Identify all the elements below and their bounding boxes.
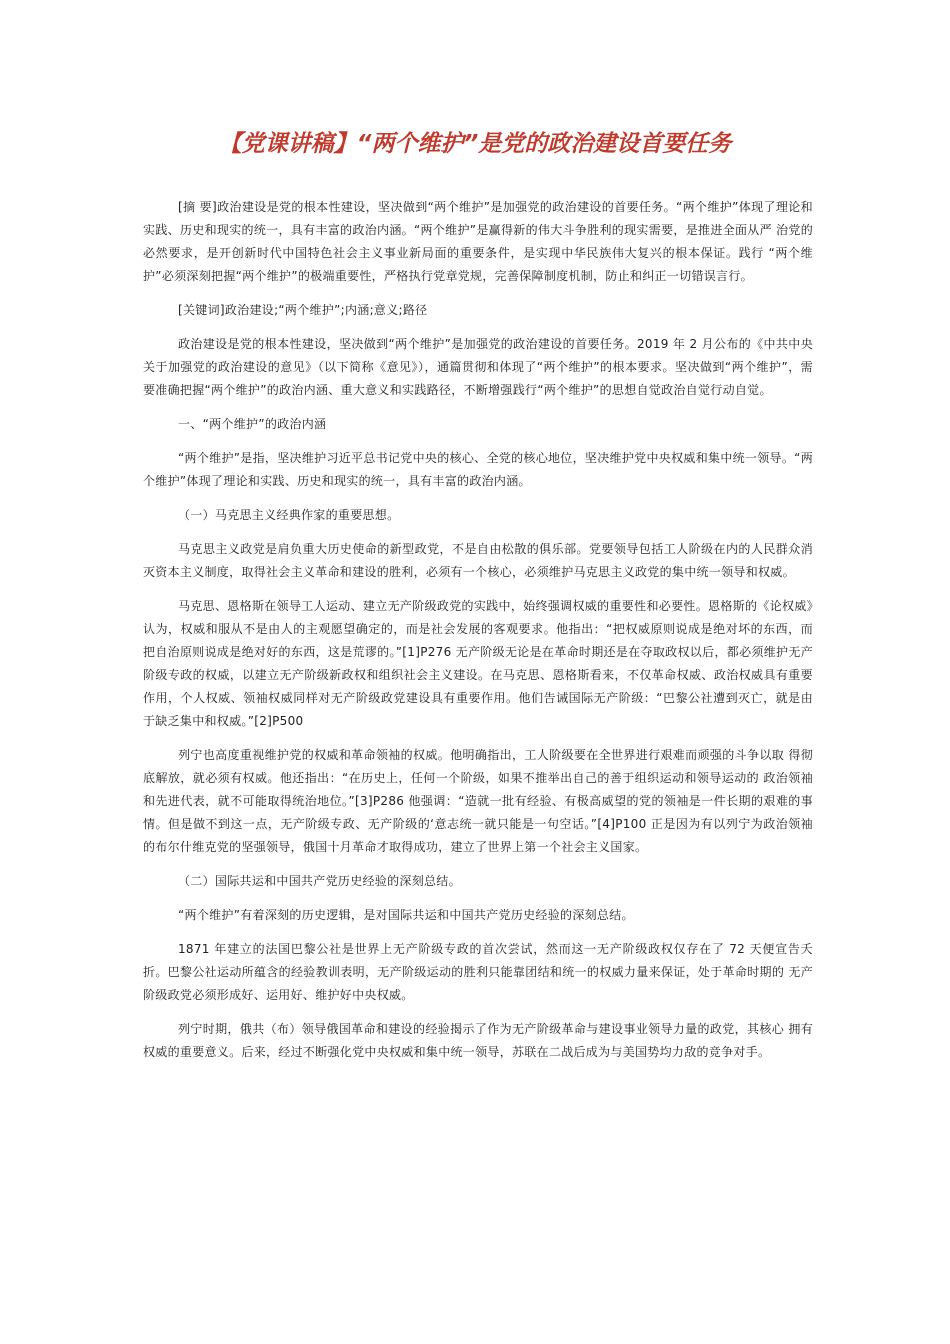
body-paragraph: 列宁时期，俄共（布）领导俄国革命和建设的经验揭示了作为无产阶级革命与建设事业领导力量的政党，其核心 拥有权威的重要意义。后来，经过不断强化党中央权威和集中统一领导，苏联在二战后成为与美国势均力敌的竞争对手。 xyxy=(143,1022,813,1059)
keywords-paragraph: [关键词]政治建设;“两个维护”;内涵;意义;路径 xyxy=(178,303,428,317)
body-paragraph: 马克思、恩格斯在领导工人运动、建立无产阶级政党的实践中，始终强调权威的重要性和必要性。恩格斯的《论权威》认为，权威和服从不是由人的主观愿望确定的，而是社会发展的客观要求。他指出：“把权威原则说成是绝对坏的东西，而把自治原则说成是绝对好的东西，这是荒谬的。”[1]P276 无产阶级无论是在革命时期还是在夺取政权以后，都必须维护无产阶级专政的权威，以建立无产阶级新政权和组织社会主义建设。在马克思、恩格斯看来，不仅革命权威、政治权威具有重要作用，个人权威、领袖权威同样对无产阶级政党建设具有重要作用。他们告诫国际无产阶级：“巴黎公社遭到灭亡，就是由于缺乏集中和权威。”[2]P500 xyxy=(143,599,813,728)
subsection-heading: （一）马克思主义经典作家的重要思想。 xyxy=(178,508,400,522)
intro-paragraph: 政治建设是党的根本性建设，坚决做到“两个维护”是加强党的政治建设的首要任务。2019 年 2 月公布的《中共中央关于加强党的政治建设的意见》（以下简称《意见》），通篇贯彻和体现了“两个维护”的根本要求。坚决做到“两个维护”，需要准确把握“两个维护”的政治内涵、重大意义和实践路径，不断增强践行“两个维护”的思想自觉政治自觉行动自觉。 xyxy=(143,337,813,397)
section-heading: 一、“两个维护”的政治内涵 xyxy=(178,417,327,431)
page-title: 【党课讲稿】“两个维护”是党的政治建设首要任务 xyxy=(218,131,732,157)
article-body xyxy=(143,196,813,1075)
body-paragraph: “两个维护”是指，坚决维护习近平总书记党中央的核心、全党的核心地位，坚决维护党中央权威和集中统一领导。“两个维护”体现了理论和实践、历史和现实的统一，具有丰富的政治内涵。 xyxy=(143,451,813,488)
body-paragraph: 1871 年建立的法国巴黎公社是世界上无产阶级专政的首次尝试，然而这一无产阶级政权仅存在了 72 天便宣告夭折。巴黎公社运动所蕴含的经验教训表明，无产阶级运动的胜利只能靠团结和统一的权威力量来保证，处于革命时期的 无产阶级政党必须形成好、运用好、维护好中央权威。 xyxy=(143,942,813,1002)
body-paragraph: 马克思主义政党是肩负重大历史使命的新型政党，不是自由松散的俱乐部。党要领导包括工人阶级在内的人民群众消灭资本主义制度，取得社会主义革命和建设的胜利，必须有一个核心，必须维护马克思主义政党的集中统一领导和权威。 xyxy=(143,542,813,579)
subsection-heading: （二）国际共运和中国共产党历史经验的深刻总结。 xyxy=(178,874,461,888)
body-paragraph: 列宁也高度重视维护党的权威和革命领袖的权威。他明确指出，工人阶级要在全世界进行艰难而顽强的斗争以取 得彻底解放，就必须有权威。他还指出：“在历史上，任何一个阶级，如果不推举出自己的善于组织运动和领导运动的 政治领袖和先进代表，就不可能取得统治地位。”[3]P286 他强调：“造就一批有经验、有极高威望的党的领袖是一件长期的艰难的事情。但是做不到这一点，无产阶级专政、无产阶级的‘意志统一就只能是一句空话。”[4]P100 正是因为有以列宁为政治领袖的布尔什维克党的坚强领导，俄国十月革命才取得成功，建立了世界上第一个社会主义国家。 xyxy=(143,748,813,854)
abstract-paragraph: [摘 要]政治建设是党的根本性建设，坚决做到“两个维护”是加强党的政治建设的首要任务。“两个维护”体现了理论和实践、历史和现实的统一，具有丰富的政治内涵。“两个维护”是赢得新的伟大斗争胜利的现实需要，是推进全面从严 治党的必然要求，是开创新时代中国特色社会主义事业新局面的重要条件，是实现中华民族伟大复兴的根本保证。践行 “两个维护”必须深刻把握“两个维护”的极端重要性，严格执行党章党规，完善保障制度机制，防止和纠正一切错误言行。 xyxy=(143,200,813,283)
body-paragraph: “两个维护”有着深刻的历史逻辑，是对国际共运和中国共产党历史经验的深刻总结。 xyxy=(178,908,634,922)
